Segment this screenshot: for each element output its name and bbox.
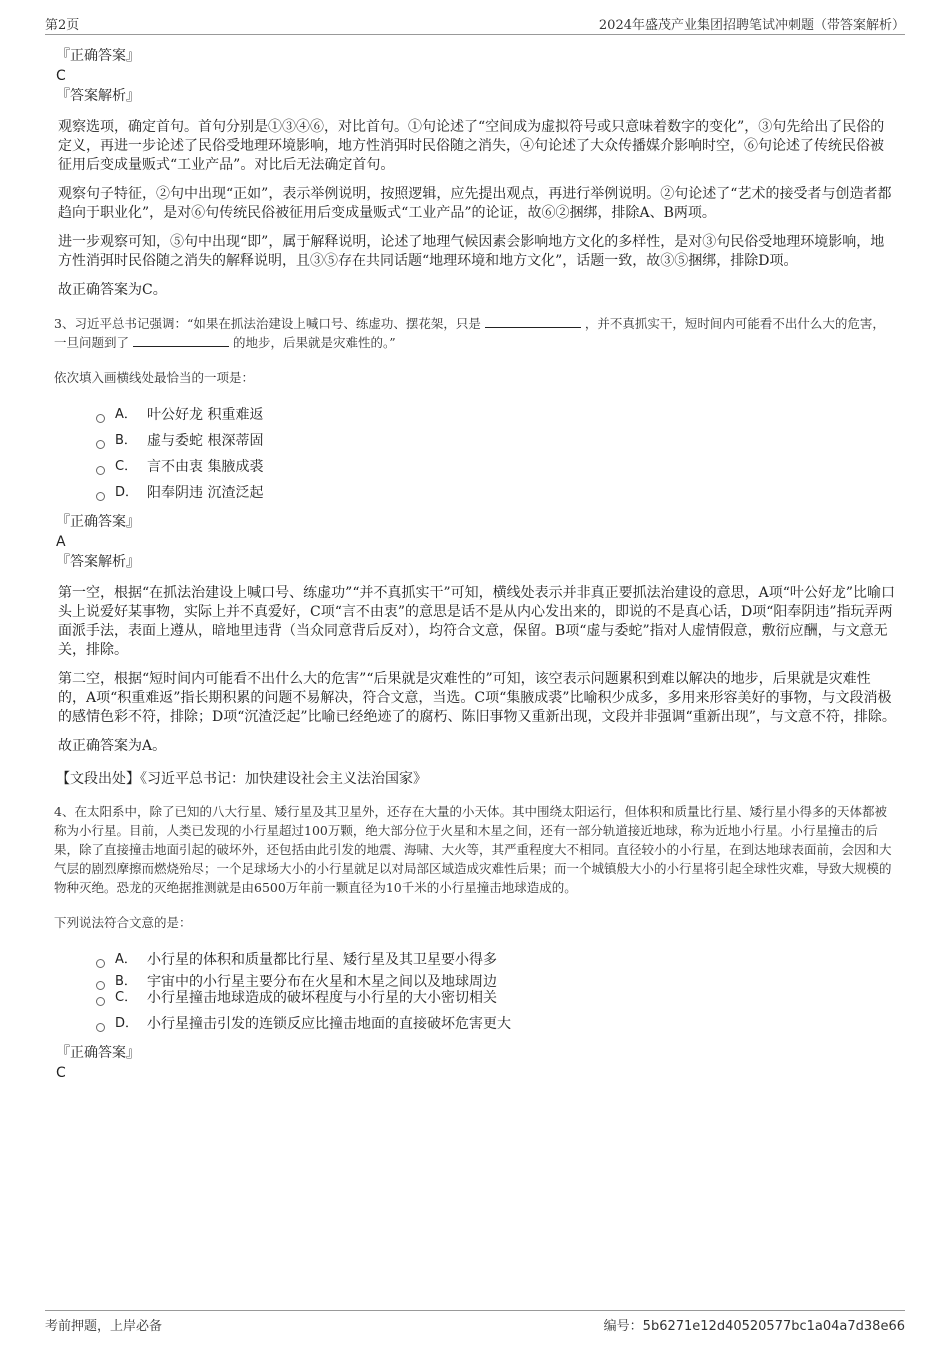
radio-icon[interactable] (96, 1023, 105, 1032)
radio-icon[interactable] (96, 959, 105, 968)
question-4-options (56, 947, 896, 1037)
page-footer (45, 1310, 905, 1335)
answer-value: C (56, 68, 66, 84)
option-b[interactable]: B． 宇宙中的小行星主要分布在火星和木星之间以及地球周边 (96, 973, 896, 991)
analysis-conclusion: 故正确答案为A。 (58, 738, 167, 754)
answer-tag: 『正确答案』 (56, 514, 140, 530)
fill-blank (133, 334, 229, 347)
analysis-paragraph: 第二空，根据“短时间内可能看不出什么大的危害”“后果就是灾难性的”可知，该空表示问题累积到难以解决的地步，后果就是灾难性的，A项“积重难返”指长期积累的问题不易解决，符合文意，当选。C项“集腋成裘”比喻积少成多，多用来形容美好的事物，与文段消极的感情色彩不符，排除；D项“沉渣泛起”比喻已经绝迹了的腐朽、陈旧事物又重新出现，文段并非强调“重新出现”，与文意不符，排除。 (58, 671, 896, 725)
question-3-options (56, 402, 896, 506)
answer-value: C (56, 1065, 66, 1081)
radio-icon[interactable] (96, 440, 105, 449)
fill-blank (485, 315, 581, 328)
analysis-paragraph: 第一空，根据“在抓法治建设上喊口号、练虚功”“并不真抓实干”可知，横线处表示并非真正要抓法治建设的意思，A项“叶公好龙”比喻口头上说爱好某事物，实际上并不真爱好，C项“言不由衷”的意思是话不是从内心发出来的，即说的不是真心话，D项“阳奉阴违”指玩弄两面派手法，表面上遵从，暗地里违背（当众同意背后反对），均符合文意，保留。B项“虚与委蛇”指对人虚情假意，敷衍应酬，与文意无关，排除。 (58, 585, 896, 658)
radio-icon[interactable] (96, 997, 105, 1006)
option-a[interactable]: A． 叶公好龙 积重难返 (96, 402, 896, 428)
analysis-paragraph: 观察选项，确定首句。首句分别是①③④⑥，对比首句。①句论述了“空间成为虚拟符号或只意味着数字的变化”，③句先给出了民俗的定义，再进一步论述了民俗受地理环境影响，地方性消弭时民俗随之消失，④句论述了大众传播媒介影响时空，⑥句论述了传统民俗被征用后变成量贩式“工业产品”。对比后无法确定首句。 (58, 119, 885, 173)
option-a[interactable]: A． 小行星的体积和质量都比行星、矮行星及其卫星要小得多 (96, 947, 896, 973)
document-code: 编号：5b6271e12d40520577bc1a04a7d38e66 (603, 1319, 905, 1334)
option-d[interactable]: D． 阳奉阴违 沉渣泛起 (96, 480, 896, 506)
question-4-instruction: 下列说法符合文意的是： (54, 915, 192, 930)
answer-tag: 『正确答案』 (56, 1045, 140, 1061)
footer-slogan: 考前押题，上岸必备 (45, 1319, 163, 1334)
answer-value: A (56, 534, 66, 550)
radio-icon[interactable] (96, 981, 105, 990)
question-3-stem: 3、习近平总书记强调：“如果在抓法治建设上喊口号、练虚功、摆花架，只是 ，并不真抓实干，短时间内可能看不出什么大的危害，一旦问题到了 的地步，后果就是灾难性的。” (54, 316, 885, 350)
option-d[interactable]: D． 小行星撞击引发的连锁反应比撞击地面的直接破坏危害更大 (96, 1011, 896, 1037)
option-c[interactable]: C． 言不由衷 集腋成裘 (96, 454, 896, 480)
analysis-paragraph: 进一步观察可知，⑤句中出现“即”，属于解释说明，论述了地理气候因素会影响地方文化的多样性，是对③句民俗受地理环境影响，地方性消弭时民俗随之消失的解释说明，且③⑤存在共同话题“地理环境和地方文化”，话题一致，故③⑤捆绑，排除D项。 (58, 234, 885, 269)
page-number: 第2页 (45, 18, 80, 33)
analysis-paragraph: 观察句子特征，②句中出现“正如”，表示举例说明，按照逻辑，应先提出观点，再进行举例说明。②句论述了“艺术的接受者与创造者都趋向于职业化”，是对⑥句传统民俗被征用后变成量贩式“工业产品”的论证，故⑥②捆绑，排除A、B两项。 (58, 186, 892, 221)
radio-icon[interactable] (96, 466, 105, 475)
page-content (56, 46, 896, 1083)
analysis-tag: 『答案解析』 (56, 554, 140, 570)
analysis-conclusion: 故正确答案为C。 (58, 282, 167, 298)
page-header (45, 12, 905, 35)
radio-icon[interactable] (96, 492, 105, 501)
source-citation: 【文段出处】《习近平总书记：加快建设社会主义法治国家》 (56, 771, 427, 787)
analysis-tag: 『答案解析』 (56, 88, 140, 104)
answer-tag: 『正确答案』 (56, 48, 140, 64)
question-4-stem: 4、在太阳系中，除了已知的八大行星、矮行星及其卫星外，还存在大量的小天体。其中围绕太阳运行，但体积和质量比行星、矮行星小得多的天体都被称为小行星。目前，人类已发现的小行星超过100万颗，绝大部分位于火星和木星之间，还有一部分轨道接近地球，称为近地小行星。小行星撞击的后果，除了直接撞击地面引起的破坏外，还包括由此引发的地震、海啸、大火等，其严重程度大不相同。直径较小的小行星，在到达地球表面前，会因和大气层的剧烈摩擦而燃烧殆尽；一个足球场大小的小行星就足以对局部区域造成灾难性后果；而一个城镇般大小的小行星将引起全球性灾难，导致大规模的物种灭绝。恐龙的灭绝据推测就是由6500万年前一颗直径为10千米的小行星撞击地球造成的。 (54, 804, 892, 895)
option-c[interactable]: C． 小行星撞击地球造成的破坏程度与小行星的大小密切相关 (96, 991, 896, 1005)
question-3-instruction: 依次填入画横线处最恰当的一项是： (54, 370, 255, 385)
option-b[interactable]: B． 虚与委蛇 根深蒂固 (96, 428, 896, 454)
document-title: 2024年盛茂产业集团招聘笔试冲刺题（带答案解析） (598, 18, 905, 33)
radio-icon[interactable] (96, 414, 105, 423)
